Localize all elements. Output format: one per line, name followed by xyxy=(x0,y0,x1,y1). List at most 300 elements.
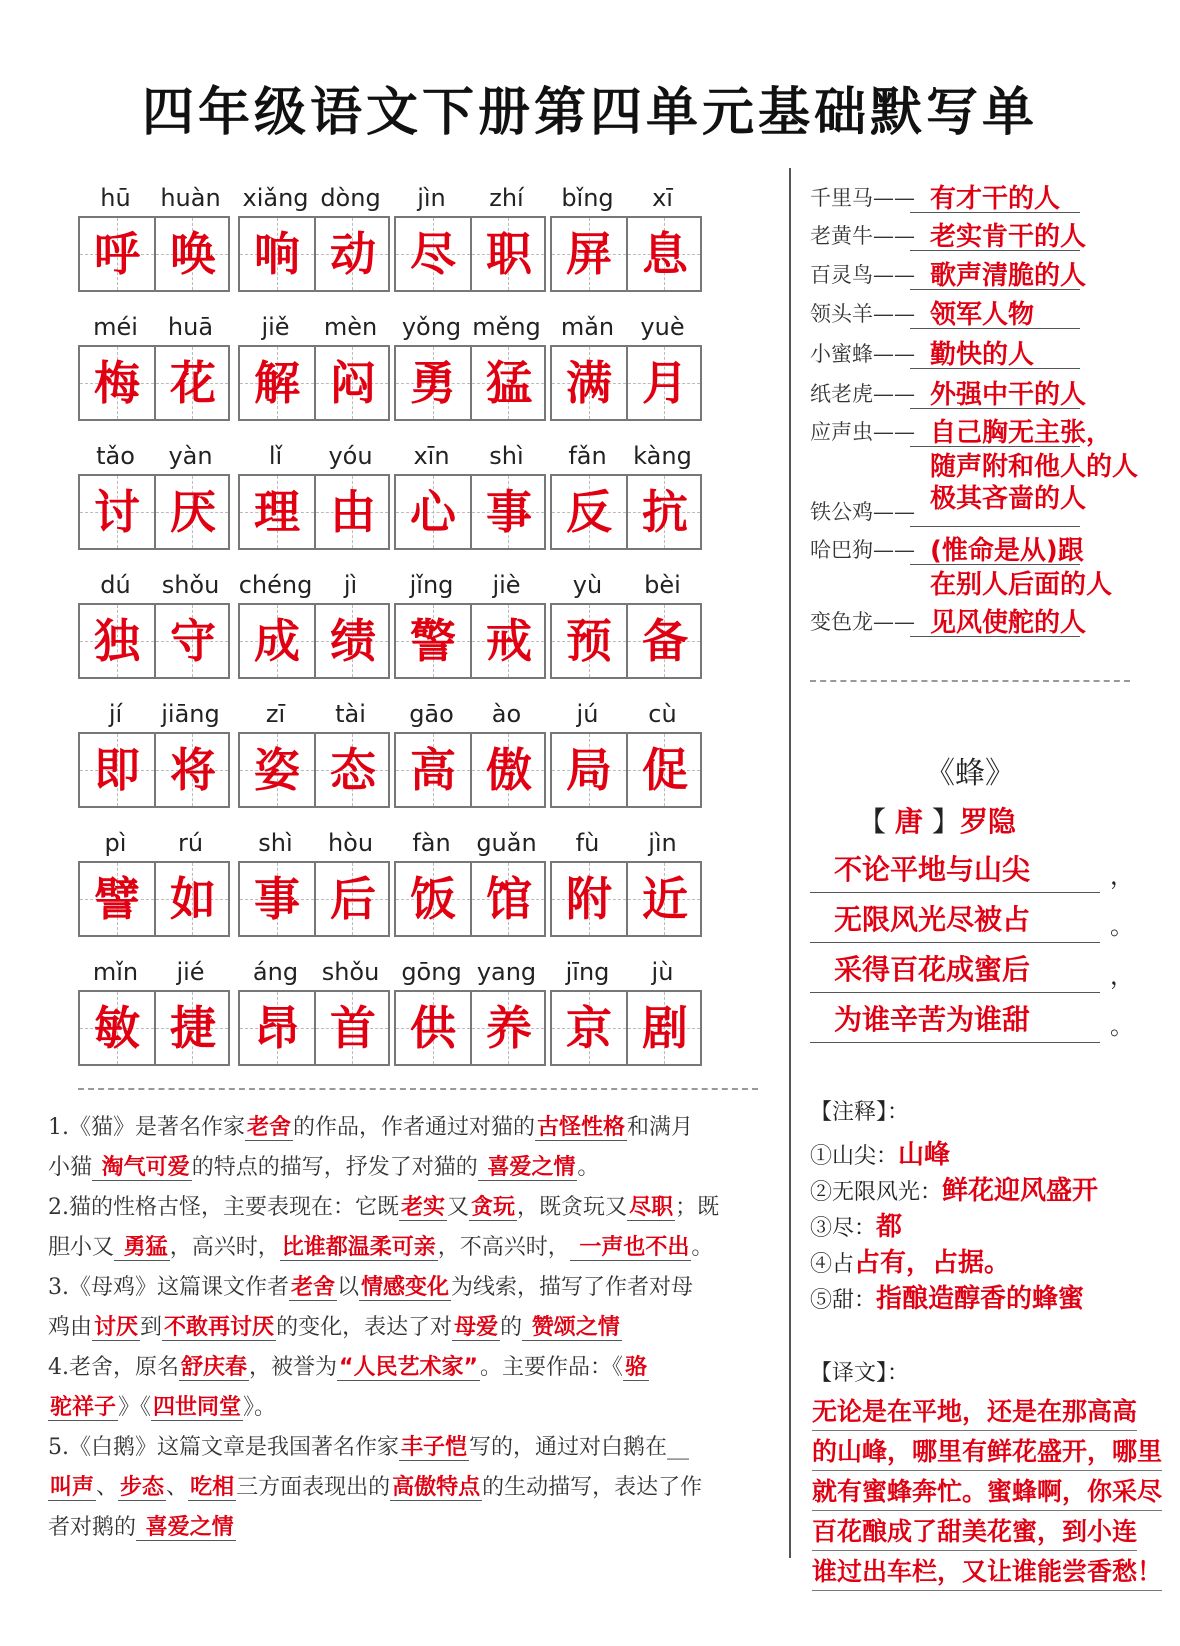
word-row xyxy=(78,694,738,823)
pinyin: huàn xyxy=(160,184,221,212)
question-text: 和满月 xyxy=(627,1115,694,1140)
translation-line: 谁过出车栏，又让谁能尝香愁！ xyxy=(812,1552,1162,1591)
hanzi: 昂 xyxy=(254,1001,300,1055)
poem-punct: 。 xyxy=(1110,912,1134,940)
tianzige-cell xyxy=(470,992,544,1064)
tianzige-cell xyxy=(314,992,388,1064)
tianzige-cell xyxy=(396,734,470,806)
hanzi: 绩 xyxy=(330,614,376,668)
answer-blank: 淘气可爱 xyxy=(94,1155,190,1180)
answer-blank: 老舍 xyxy=(291,1275,336,1300)
note-item xyxy=(810,1278,1084,1315)
tianzige-cell xyxy=(626,863,700,935)
section-divider xyxy=(78,1088,758,1090)
pinyin: dú xyxy=(100,571,131,599)
pinyin-pair xyxy=(238,184,388,214)
pinyin: dòng xyxy=(320,184,381,212)
hanzi: 呼 xyxy=(94,227,140,281)
hanzi: 捷 xyxy=(170,1001,216,1055)
hanzi: 勇 xyxy=(410,356,456,410)
poem-punct: ， xyxy=(1110,962,1134,990)
hanzi: 屏 xyxy=(566,227,612,281)
pinyin-pair xyxy=(238,442,388,472)
notes-label: 【注释】： xyxy=(810,1100,910,1125)
tianzige-box xyxy=(394,345,546,421)
pinyin-pair xyxy=(78,829,228,859)
answer-blank: 喜爱之情 xyxy=(479,1155,576,1180)
pinyin: áng xyxy=(252,958,299,986)
tianzige-cell xyxy=(240,734,314,806)
pinyin: fǎn xyxy=(568,442,607,470)
hanzi: 供 xyxy=(410,1001,456,1055)
poem-line xyxy=(810,998,1150,1042)
pinyin-pair xyxy=(394,829,544,859)
question-text: ，高兴时， xyxy=(169,1235,280,1260)
question-text: 以 xyxy=(337,1275,360,1300)
tianzige-box xyxy=(394,861,546,937)
answer-blank: 情感变化 xyxy=(361,1275,450,1300)
tianzige-cell xyxy=(396,605,470,677)
answer-blank: 贪玩 xyxy=(471,1195,516,1220)
pinyin-pair xyxy=(238,829,388,859)
hanzi: 心 xyxy=(410,485,456,539)
pinyin: yǒng xyxy=(401,313,462,341)
poem-punct: 。 xyxy=(1110,1012,1134,1040)
tianzige-box xyxy=(238,216,390,292)
pinyin: yù xyxy=(572,571,603,599)
tianzige-box xyxy=(238,474,390,550)
pinyin: jí xyxy=(108,700,123,728)
hanzi: 梅 xyxy=(94,356,140,410)
pinyin: jiè xyxy=(492,571,521,599)
hanzi: 响 xyxy=(254,227,300,281)
question-line xyxy=(48,1428,788,1468)
hanzi: 剧 xyxy=(642,1001,688,1055)
pinyin: jù xyxy=(651,958,674,986)
poem-line-text: 为谁辛苦为谁甜 xyxy=(834,1003,1031,1036)
pinyin: lǐ xyxy=(268,442,283,470)
tianzige-cell xyxy=(80,476,154,548)
answer-blank: 勇猛 xyxy=(116,1235,168,1260)
tianzige-box xyxy=(394,990,546,1066)
tianzige-box xyxy=(78,732,230,808)
idiom-answer: 极其吝啬的人 xyxy=(930,484,1087,514)
tianzige-box xyxy=(394,732,546,808)
idiom-row xyxy=(810,602,1170,642)
pinyin-pair xyxy=(238,313,388,343)
question-text: 写的，通过对白鹅在__ xyxy=(469,1435,690,1460)
hanzi: 月 xyxy=(642,356,688,410)
idiom-term: 百灵鸟—— xyxy=(810,263,915,287)
question-text: ；既 xyxy=(675,1195,720,1220)
pinyin: bèi xyxy=(644,571,681,599)
hanzi: 满 xyxy=(566,356,612,410)
pinyin: jìn xyxy=(648,829,677,857)
tianzige-cell xyxy=(552,347,626,419)
hanzi: 高 xyxy=(410,743,456,797)
tianzige-cell xyxy=(552,863,626,935)
pinyin: rú xyxy=(177,829,204,857)
tianzige-box xyxy=(78,216,230,292)
tianzige-cell xyxy=(470,863,544,935)
answer-blank: 老实 xyxy=(401,1195,446,1220)
poem-line-text: 无限风光尽被占 xyxy=(834,903,1031,936)
pinyin: jiāng xyxy=(161,700,220,728)
translation-line: 就有蜜蜂奔忙。蜜蜂啊，你采尽 xyxy=(812,1472,1162,1511)
hanzi: 反 xyxy=(566,485,612,539)
tianzige-cell xyxy=(626,992,700,1064)
question-line xyxy=(48,1468,788,1508)
hanzi: 厌 xyxy=(170,485,216,539)
question-line xyxy=(48,1348,788,1388)
poem-line-text: 采得百花成蜜后 xyxy=(834,953,1031,986)
hanzi: 事 xyxy=(254,872,300,926)
pinyin-pair xyxy=(550,313,700,343)
question-line xyxy=(48,1228,788,1268)
note-value: 占有，占据。 xyxy=(854,1248,1011,1278)
pinyin-pair xyxy=(394,184,544,214)
hanzi: 独 xyxy=(94,614,140,668)
pinyin: shǒu xyxy=(161,571,220,599)
hanzi: 姿 xyxy=(254,743,300,797)
tianzige-cell xyxy=(396,347,470,419)
translation-line: 百花酿成了甜美花蜜，到小连 xyxy=(812,1512,1137,1551)
pinyin: shǒu xyxy=(321,958,380,986)
tianzige-cell xyxy=(470,218,544,290)
tianzige-cell xyxy=(552,734,626,806)
answer-blank: 骆 xyxy=(624,1355,647,1380)
idiom-term: 变色龙—— xyxy=(810,610,915,634)
idiom-row xyxy=(810,492,1170,532)
pinyin-pair xyxy=(394,571,544,601)
tianzige-cell xyxy=(80,734,154,806)
idiom-answer: 有才干的人 xyxy=(930,184,1061,214)
question-line xyxy=(48,1268,788,1308)
note-key: ①山尖： xyxy=(810,1144,899,1169)
pinyin-pair xyxy=(78,700,228,730)
idiom-answer: (惟命是从)跟 xyxy=(930,536,1084,566)
poem-dynasty: 唐 xyxy=(894,805,923,838)
tianzige-cell xyxy=(470,605,544,677)
tianzige-box xyxy=(238,345,390,421)
hanzi: 闷 xyxy=(330,356,376,410)
hanzi: 备 xyxy=(642,614,688,668)
answer-blank: “人民艺术家” xyxy=(339,1355,478,1380)
hanzi: 讨 xyxy=(94,485,140,539)
poem-title: 《蜂》 xyxy=(925,756,1015,791)
hanzi: 附 xyxy=(566,872,612,926)
hanzi: 首 xyxy=(330,1001,376,1055)
tianzige-box xyxy=(550,216,702,292)
idiom-row xyxy=(810,374,1170,414)
pinyin: zhí xyxy=(489,184,524,212)
question-text: 4.老舍，原名 xyxy=(48,1355,179,1380)
question-text: 者对鹅的 xyxy=(48,1515,137,1540)
answer-blank: 驼祥子 xyxy=(50,1395,117,1420)
idiom-answer: 自己胸无主张， xyxy=(930,418,1113,448)
answer-blank: 喜爱之情 xyxy=(138,1515,234,1540)
hanzi: 息 xyxy=(642,227,688,281)
pinyin: jīng xyxy=(565,958,610,986)
tianzige-box xyxy=(78,861,230,937)
answer-blank: 步态 xyxy=(120,1475,165,1500)
tianzige-cell xyxy=(552,992,626,1064)
pinyin: fù xyxy=(575,829,600,857)
idiom-row xyxy=(810,255,1170,295)
question-text: 的生动描写，表达了作 xyxy=(482,1475,703,1500)
note-item xyxy=(810,1242,1010,1279)
tianzige-cell xyxy=(240,605,314,677)
hanzi: 守 xyxy=(170,614,216,668)
tianzige-box xyxy=(78,474,230,550)
hanzi: 猛 xyxy=(486,356,532,410)
hanzi: 近 xyxy=(642,872,688,926)
pinyin: hòu xyxy=(327,829,374,857)
column-divider xyxy=(789,168,791,1558)
pinyin-pair xyxy=(238,700,388,730)
tianzige-cell xyxy=(240,863,314,935)
note-value: 鲜花迎风盛开 xyxy=(942,1176,1099,1206)
tianzige-cell xyxy=(154,218,228,290)
pinyin: hū xyxy=(100,184,131,212)
pinyin: shì xyxy=(489,442,524,470)
pinyin: shì xyxy=(258,829,293,857)
pinyin: mèn xyxy=(323,313,378,341)
question-text: 的作品，作者通过对猫的 xyxy=(293,1115,536,1140)
answer-underline xyxy=(910,526,1080,527)
translation-block xyxy=(812,1392,1162,1592)
pinyin: pì xyxy=(104,829,127,857)
translation-line: 的山峰，哪里有鲜花盛开，哪里 xyxy=(812,1432,1162,1471)
pinyin: kàng xyxy=(633,442,692,470)
tianzige-box xyxy=(550,732,702,808)
question-text: 2.猫的性格古怪，主要表现在：它既 xyxy=(48,1195,399,1220)
pinyin: jiě xyxy=(261,313,290,341)
tianzige-cell xyxy=(396,218,470,290)
poem-line xyxy=(810,848,1150,892)
pinyin: fàn xyxy=(412,829,451,857)
idiom-answer: 勤快的人 xyxy=(930,340,1035,370)
word-row xyxy=(78,436,738,565)
idiom-answer: 老实肯干的人 xyxy=(930,222,1087,252)
note-key: ②无限风光： xyxy=(810,1180,943,1205)
tianzige-cell xyxy=(552,605,626,677)
idiom-term: 哈巴狗—— xyxy=(810,538,915,562)
pinyin: jìn xyxy=(417,184,446,212)
answer-blank: 古怪性格 xyxy=(537,1115,626,1140)
tianzige-box xyxy=(238,990,390,1066)
pinyin: yang xyxy=(476,958,537,986)
answer-blank: 不敢再讨厌 xyxy=(164,1315,275,1340)
pinyin: guǎn xyxy=(476,829,537,857)
pinyin-pair xyxy=(78,184,228,214)
tianzige-box xyxy=(78,603,230,679)
tianzige-cell xyxy=(396,992,470,1064)
pinyin-pair xyxy=(238,958,388,988)
question-text: 鸡由 xyxy=(48,1315,93,1340)
pinyin: cù xyxy=(648,700,677,728)
question-text: 的 xyxy=(500,1315,523,1340)
tianzige-cell xyxy=(552,218,626,290)
tianzige-box xyxy=(78,990,230,1066)
note-key: ⑤甜： xyxy=(810,1288,877,1313)
tianzige-box xyxy=(394,474,546,550)
tianzige-cell xyxy=(626,476,700,548)
poem-punct: ， xyxy=(1110,862,1134,890)
tianzige-cell xyxy=(240,476,314,548)
tianzige-cell xyxy=(240,992,314,1064)
answer-blank: 叫声 xyxy=(50,1475,95,1500)
hanzi: 如 xyxy=(170,872,216,926)
idiom-term: 千里马—— xyxy=(810,186,915,210)
tianzige-cell xyxy=(80,863,154,935)
answer-blank: 丰子恺 xyxy=(401,1435,468,1460)
pinyin-pair xyxy=(550,571,700,601)
question-text: 5.《白鹅》这篇文章是我国著名作家 xyxy=(48,1435,399,1460)
tianzige-cell xyxy=(154,992,228,1064)
hanzi: 将 xyxy=(170,743,216,797)
pinyin: xī xyxy=(652,184,673,212)
page-title: 四年级语文下册第四单元基础默写单 xyxy=(141,82,1038,143)
hanzi: 成 xyxy=(254,614,300,668)
poem-line xyxy=(810,898,1150,942)
pinyin-pair xyxy=(550,184,700,214)
tianzige-box xyxy=(550,603,702,679)
idiom-term: 纸老虎—— xyxy=(810,382,915,406)
pinyin: méi xyxy=(93,313,138,341)
hanzi: 促 xyxy=(642,743,688,797)
note-item xyxy=(810,1206,902,1243)
pinyin: ào xyxy=(491,700,522,728)
tianzige-cell xyxy=(314,476,388,548)
pinyin-pair xyxy=(394,442,544,472)
tianzige-box xyxy=(394,603,546,679)
idiom-answer: 歌声清脆的人 xyxy=(930,261,1087,291)
tianzige-cell xyxy=(470,476,544,548)
pinyin: yàn xyxy=(168,442,213,470)
tianzige-box xyxy=(550,990,702,1066)
hanzi: 预 xyxy=(566,614,612,668)
question-line xyxy=(48,1508,788,1548)
tianzige-cell xyxy=(314,347,388,419)
answer-blank: 高傲特点 xyxy=(392,1475,481,1500)
hanzi: 京 xyxy=(566,1001,612,1055)
pinyin: mǐn xyxy=(92,958,139,986)
note-item xyxy=(810,1134,950,1171)
question-line xyxy=(48,1188,788,1228)
word-row xyxy=(78,952,738,1081)
pinyin: bǐng xyxy=(561,184,614,212)
poem-author-line xyxy=(858,800,1016,840)
tianzige-cell xyxy=(240,218,314,290)
question-text: 。 xyxy=(577,1155,600,1180)
hanzi: 养 xyxy=(486,1001,532,1055)
pinyin-pair xyxy=(394,958,544,988)
pinyin: huā xyxy=(167,313,214,341)
tianzige-cell xyxy=(626,734,700,806)
answer-blank: 比谁都温柔可亲 xyxy=(281,1235,436,1260)
pinyin: jì xyxy=(343,571,358,599)
hanzi: 由 xyxy=(330,485,376,539)
tianzige-box xyxy=(238,732,390,808)
question-text: 三方面表现出的 xyxy=(236,1475,391,1500)
poem-line xyxy=(810,948,1150,992)
answer-blank: 赞颂之情 xyxy=(524,1315,620,1340)
answer-blank: 舒庆春 xyxy=(181,1355,248,1380)
tianzige-cell xyxy=(80,605,154,677)
tianzige-box xyxy=(78,345,230,421)
hanzi: 即 xyxy=(94,743,140,797)
pinyin: gōng xyxy=(401,958,462,986)
idiom-answer: 领军人物 xyxy=(930,300,1035,330)
hanzi: 敏 xyxy=(94,1001,140,1055)
tianzige-cell xyxy=(626,605,700,677)
idiom-row xyxy=(810,564,1170,604)
note-value: 山峰 xyxy=(898,1140,951,1170)
pinyin-pair xyxy=(78,313,228,343)
note-key: ④占 xyxy=(810,1252,855,1277)
question-text: 小猫 xyxy=(48,1155,93,1180)
pinyin-pair xyxy=(78,958,228,988)
tianzige-cell xyxy=(396,476,470,548)
word-row xyxy=(78,565,738,694)
tianzige-box xyxy=(238,603,390,679)
question-line xyxy=(48,1388,788,1428)
tianzige-box xyxy=(238,861,390,937)
hanzi: 傲 xyxy=(486,743,532,797)
pinyin-pair xyxy=(550,442,700,472)
question-text: 到 xyxy=(140,1315,163,1340)
tianzige-cell xyxy=(314,734,388,806)
character-grid xyxy=(78,178,738,1081)
question-text: 1.《猫》是著名作家 xyxy=(48,1115,245,1140)
hanzi: 饭 xyxy=(410,872,456,926)
hanzi: 抗 xyxy=(642,485,688,539)
question-line xyxy=(48,1148,788,1188)
question-text: 为线索，描写了作者对母 xyxy=(451,1275,694,1300)
tianzige-cell xyxy=(154,734,228,806)
hanzi: 花 xyxy=(170,356,216,410)
question-text: ，既贪玩又 xyxy=(517,1195,628,1220)
tianzige-box xyxy=(550,345,702,421)
answer-blank: 吃相 xyxy=(190,1475,235,1500)
word-row xyxy=(78,178,738,307)
pinyin-pair xyxy=(550,700,700,730)
word-row xyxy=(78,307,738,436)
question-text: 。 xyxy=(691,1235,714,1260)
pinyin: jú xyxy=(576,700,599,728)
poem-underline xyxy=(810,1042,1100,1043)
hanzi: 馆 xyxy=(486,872,532,926)
tianzige-cell xyxy=(314,863,388,935)
answer-blank: 老舍 xyxy=(247,1115,292,1140)
tianzige-cell xyxy=(154,476,228,548)
question-text: 》。 xyxy=(243,1395,277,1420)
poem-author: 罗隐 xyxy=(959,805,1016,838)
pinyin: xiǎng xyxy=(242,184,309,212)
pinyin: tǎo xyxy=(96,442,135,470)
right-divider xyxy=(810,680,1130,682)
pinyin: zī xyxy=(265,700,286,728)
tianzige-cell xyxy=(314,605,388,677)
idiom-row xyxy=(810,178,1170,218)
dynasty-close: 】 xyxy=(922,805,960,838)
poem-underline xyxy=(810,892,1100,893)
answer-blank: 一声也不出 xyxy=(571,1235,690,1260)
pinyin: jié xyxy=(176,958,205,986)
idiom-term: 应声虫—— xyxy=(810,420,915,444)
pinyin-pair xyxy=(238,571,388,601)
